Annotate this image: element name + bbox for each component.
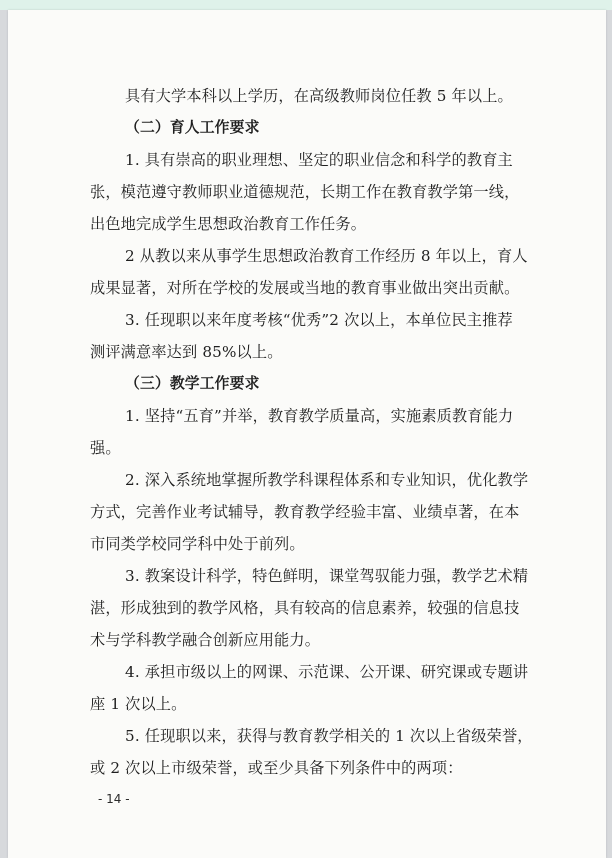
text-line: 出色地完成学生思想政治教育工作任务。 bbox=[90, 215, 367, 233]
text-line: 2. 深入系统地掌握所教学科课程体系和专业知识，优化教学 bbox=[125, 471, 529, 489]
top-edge-strip bbox=[0, 0, 612, 10]
page-number: - 14 - bbox=[98, 792, 130, 806]
text-line: 座 1 次以上。 bbox=[90, 695, 187, 713]
text-line: 2 从教以来从事学生思想政治教育工作经历 8 年以上，育人 bbox=[125, 247, 528, 265]
text-line: 3. 任现职以来年度考核“优秀”2 次以上，本单位民主推荐 bbox=[125, 311, 513, 329]
text-line: 3. 教案设计科学，特色鲜明，课堂驾驭能力强，教学艺术精 bbox=[125, 567, 529, 585]
text-line: 1. 具有崇高的职业理想、坚定的职业信念和科学的教育主 bbox=[125, 151, 513, 169]
left-edge-strip bbox=[0, 10, 8, 858]
text-line: 4. 承担市级以上的网课、示范课、公开课、研究课或专题讲 bbox=[125, 663, 529, 681]
text-line: 测评满意率达到 85%以上。 bbox=[90, 343, 283, 361]
text-line: 成果显著，对所在学校的发展或当地的教育事业做出突出贡献。 bbox=[90, 279, 520, 297]
text-line: 具有大学本科以上学历，在高级教师岗位任教 5 年以上。 bbox=[125, 87, 513, 105]
text-line: 强。 bbox=[90, 439, 121, 457]
text-line: 湛，形成独到的教学风格，具有较高的信息素养，较强的信息技 bbox=[90, 599, 520, 617]
text-line: 或 2 次以上市级荣誉，或至少具备下列条件中的两项： bbox=[90, 759, 463, 777]
section-heading: （三）教学工作要求 bbox=[125, 375, 260, 392]
right-edge-strip bbox=[606, 10, 612, 858]
document-page bbox=[8, 10, 606, 858]
section-heading: （二）育人工作要求 bbox=[125, 119, 260, 136]
text-line: 市同类学校同学科中处于前列。 bbox=[90, 535, 305, 553]
text-line: 张，模范遵守教师职业道德规范，长期工作在教育教学第一线， bbox=[90, 183, 520, 201]
text-line: 5. 任现职以来，获得与教育教学相关的 1 次以上省级荣誉， bbox=[125, 727, 533, 745]
text-line: 1. 坚持“五育”并举，教育教学质量高，实施素质教育能力 bbox=[125, 407, 514, 425]
text-line: 术与学科教学融合创新应用能力。 bbox=[90, 631, 321, 649]
text-line: 方式，完善作业考试辅导，教育教学经验丰富、业绩卓著，在本 bbox=[90, 503, 520, 521]
